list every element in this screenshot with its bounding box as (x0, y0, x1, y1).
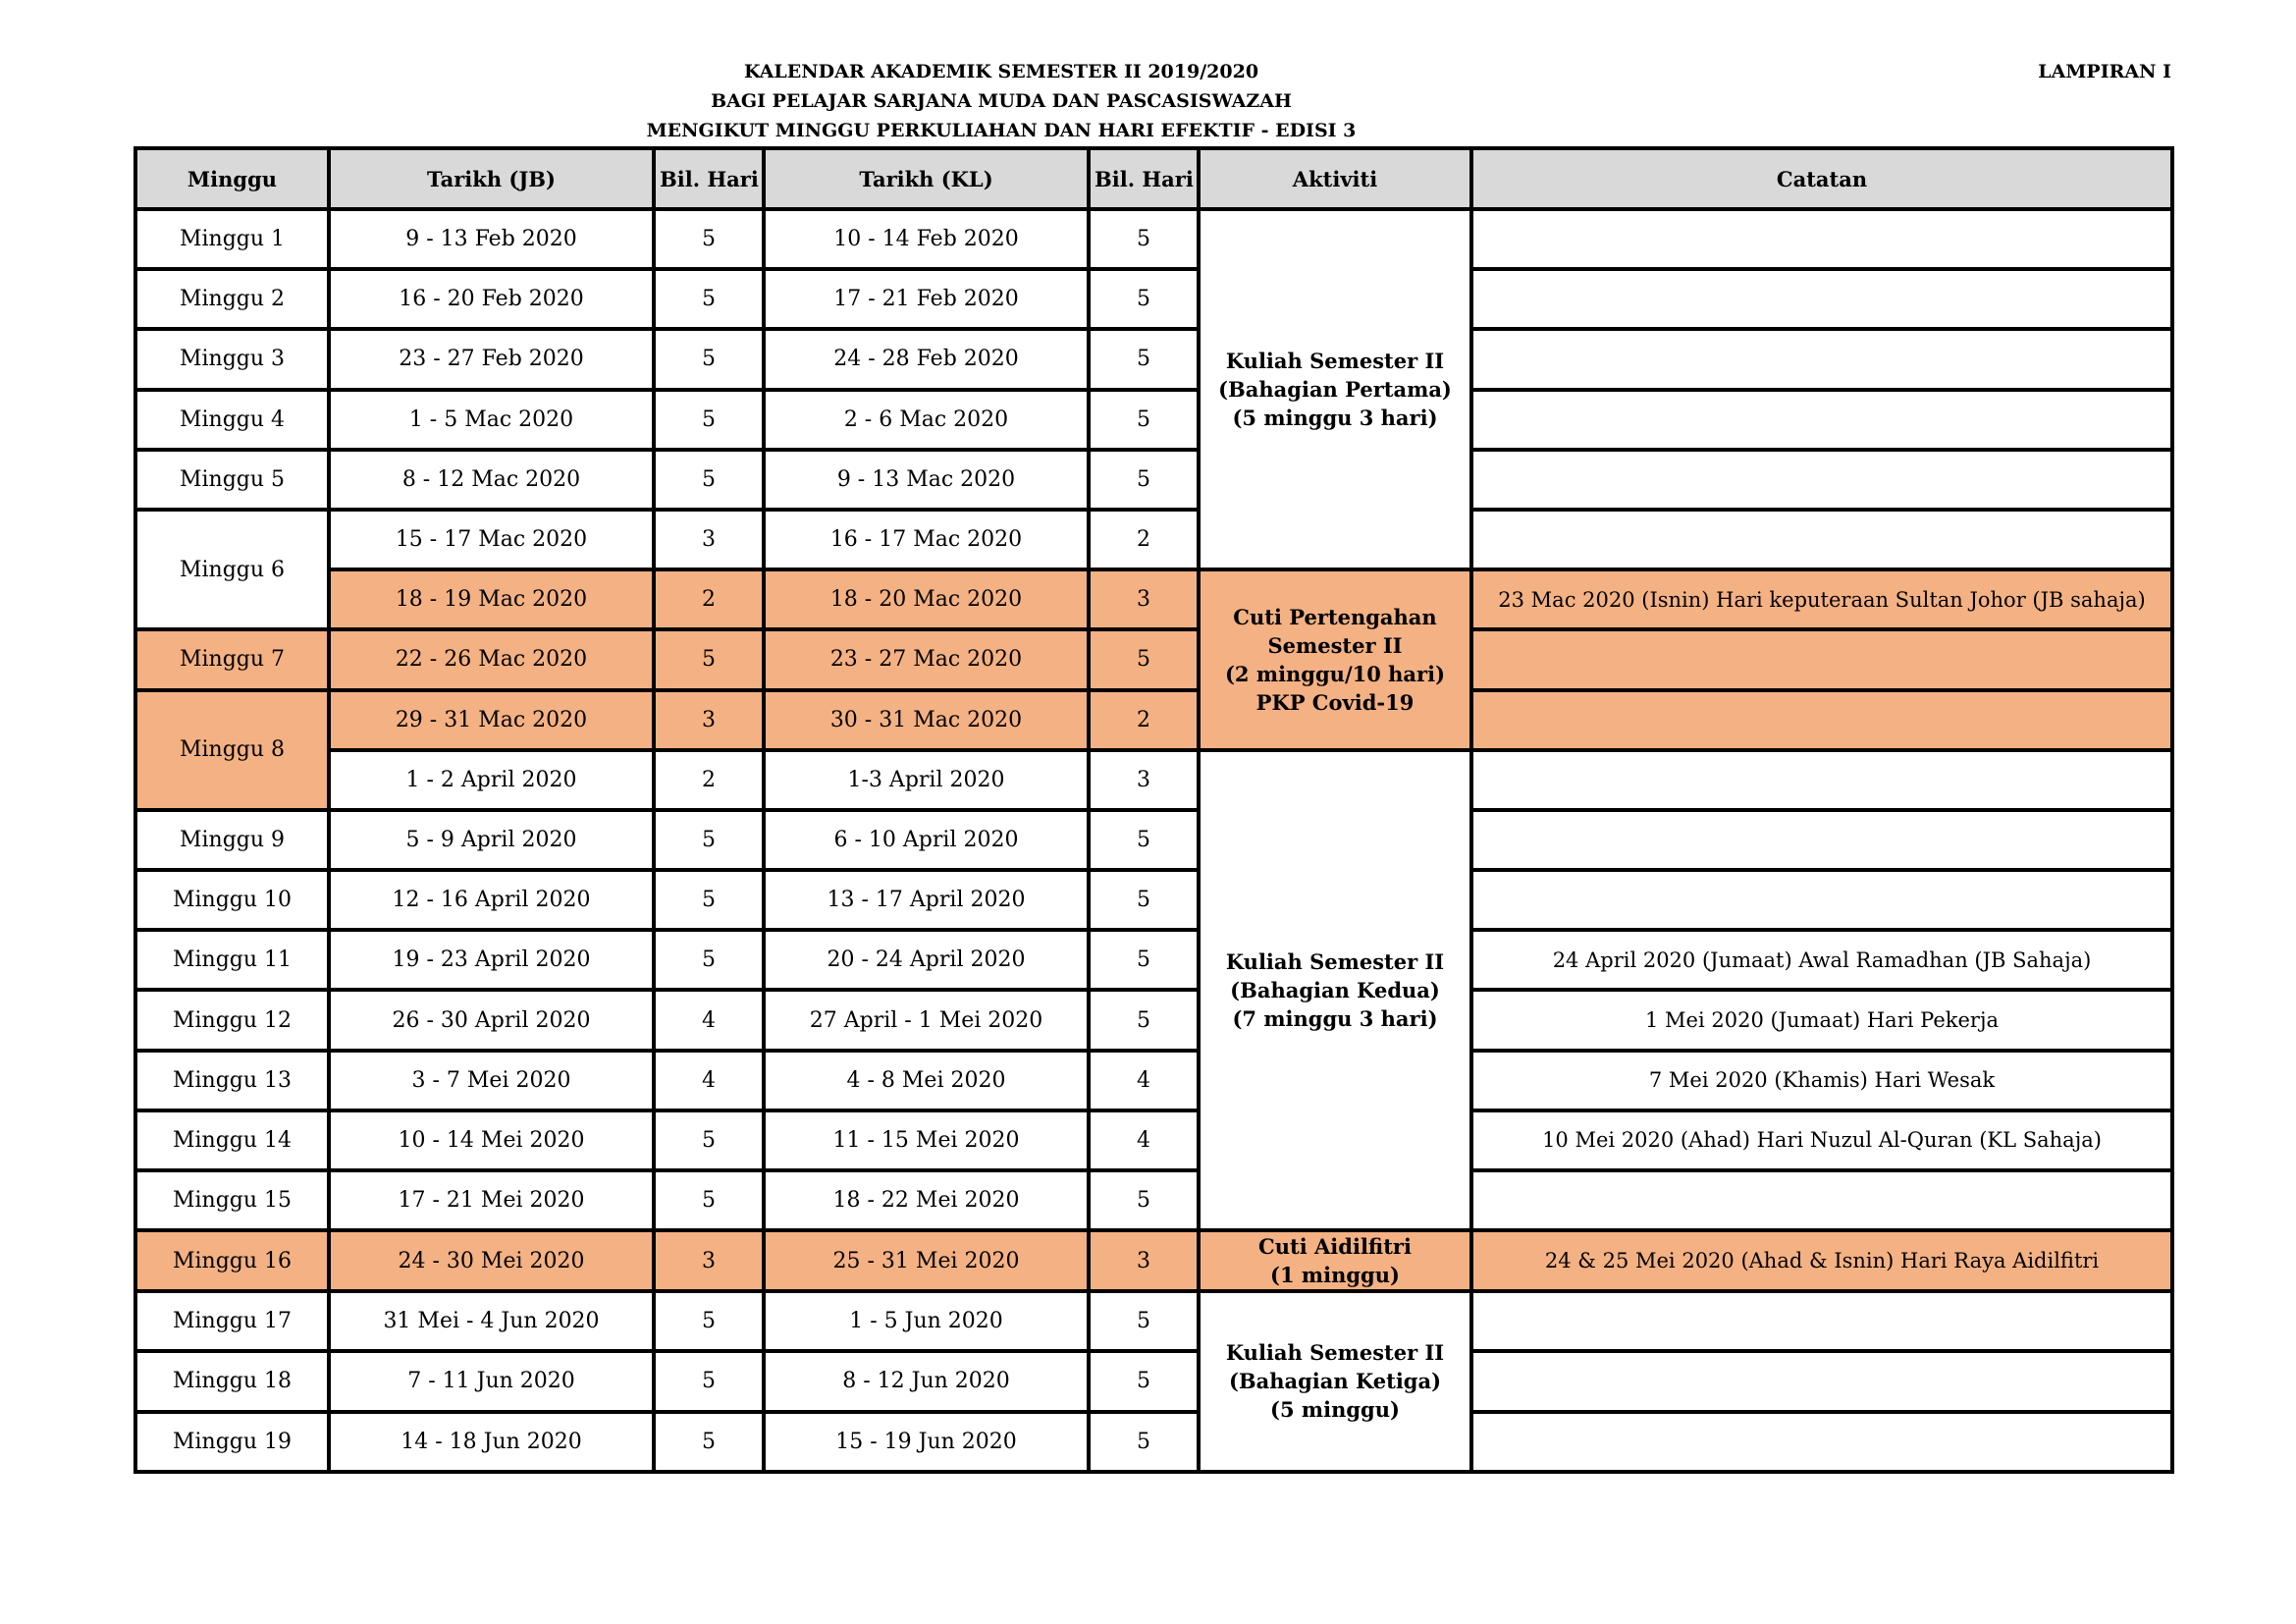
days-kl-cell: 4 (1089, 1051, 1199, 1110)
col-header-aktiviti: Aktiviti (1199, 148, 1471, 209)
date-jb-cell: 16 - 20 Feb 2020 (329, 269, 654, 329)
table-row (135, 930, 2172, 990)
date-jb-cell: 3 - 7 Mei 2020 (329, 1051, 654, 1110)
activity-line: Cuti Aidilfitri (1258, 1234, 1412, 1260)
date-jb-cell: 8 - 12 Mac 2020 (329, 450, 654, 510)
date-kl-cell: 2 - 6 Mac 2020 (764, 390, 1089, 450)
col-header-tarikh-kl: Tarikh (KL) (764, 148, 1089, 209)
date-jb-cell: 12 - 16 April 2020 (329, 870, 654, 930)
activity-line: Semester II (1267, 632, 1403, 658)
days-jb-cell: 5 (654, 329, 764, 389)
days-kl-cell: 5 (1089, 629, 1199, 689)
days-kl-cell: 5 (1089, 209, 1199, 269)
date-kl-cell: 18 - 22 Mei 2020 (764, 1170, 1089, 1230)
title-line-1: KALENDAR AKADEMIK SEMESTER II 2019/2020 (743, 61, 1259, 82)
week-cell: Minggu 15 (135, 1170, 329, 1230)
note-cell (1471, 329, 2172, 389)
date-jb-cell: 17 - 21 Mei 2020 (329, 1170, 654, 1230)
date-jb-cell: 1 - 2 April 2020 (329, 750, 654, 810)
days-kl-cell: 5 (1089, 1351, 1199, 1411)
table-header-row (135, 148, 2172, 209)
days-kl-cell: 5 (1089, 1291, 1199, 1351)
activity-line: (1 minggu) (1270, 1263, 1400, 1288)
week-cell: Minggu 19 (135, 1412, 329, 1472)
col-header-catatan: Catatan (1471, 148, 2172, 209)
table-row (135, 569, 2172, 629)
note-cell (1471, 450, 2172, 510)
date-jb-cell: 14 - 18 Jun 2020 (329, 1412, 654, 1472)
table-row (135, 990, 2172, 1050)
note-cell (1471, 1291, 2172, 1351)
table-row (135, 1291, 2172, 1351)
lampiran-label: LAMPIRAN I (2038, 61, 2171, 82)
date-kl-cell: 20 - 24 April 2020 (764, 930, 1089, 990)
date-kl-cell: 30 - 31 Mac 2020 (764, 690, 1089, 750)
activity-line: (7 minggu 3 hari) (1232, 1005, 1438, 1031)
days-kl-cell: 5 (1089, 810, 1199, 870)
col-header-bil-hari-kl: Bil. Hari (1089, 148, 1199, 209)
week-cell: Minggu 3 (135, 329, 329, 389)
date-kl-cell: 25 - 31 Mei 2020 (764, 1230, 1089, 1291)
date-jb-cell: 15 - 17 Mac 2020 (329, 510, 654, 569)
date-kl-cell: 11 - 15 Mei 2020 (764, 1110, 1089, 1170)
note-cell: 10 Mei 2020 (Ahad) Hari Nuzul Al-Quran (KL Sahaja) (1471, 1110, 2172, 1170)
note-cell (1471, 209, 2172, 269)
days-jb-cell: 5 (654, 390, 764, 450)
date-jb-cell: 24 - 30 Mei 2020 (329, 1230, 654, 1291)
days-kl-cell: 5 (1089, 1170, 1199, 1230)
week-cell: Minggu 4 (135, 390, 329, 450)
date-kl-cell: 24 - 28 Feb 2020 (764, 329, 1089, 389)
title-line-2: BAGI PELAJAR SARJANA MUDA DAN PASCASISWAZAH (711, 90, 1292, 112)
date-jb-cell: 29 - 31 Mac 2020 (329, 690, 654, 750)
note-cell (1471, 750, 2172, 810)
days-kl-cell: 5 (1089, 990, 1199, 1050)
activity-line: PKP Covid-19 (1255, 689, 1415, 715)
days-jb-cell: 5 (654, 930, 764, 990)
table-row (135, 209, 2172, 269)
activity-line: (Bahagian Kedua) (1230, 977, 1440, 1002)
activity-cell-cuti-pertengahan (1199, 569, 1471, 750)
date-kl-cell: 13 - 17 April 2020 (764, 870, 1089, 930)
days-jb-cell: 5 (654, 1412, 764, 1472)
table-row (135, 1351, 2172, 1411)
date-kl-cell: 17 - 21 Feb 2020 (764, 269, 1089, 329)
table-row (135, 1110, 2172, 1170)
date-kl-cell: 8 - 12 Jun 2020 (764, 1351, 1089, 1411)
table-row (135, 1170, 2172, 1230)
document-title (491, 57, 1512, 145)
note-cell (1471, 1412, 2172, 1472)
activity-line: (Bahagian Pertama) (1218, 377, 1452, 403)
col-header-minggu: Minggu (135, 148, 329, 209)
days-kl-cell: 3 (1089, 750, 1199, 810)
note-cell (1471, 510, 2172, 569)
date-kl-cell: 10 - 14 Feb 2020 (764, 209, 1089, 269)
days-jb-cell: 5 (654, 810, 764, 870)
table-row (135, 629, 2172, 689)
days-jb-cell: 5 (654, 629, 764, 689)
week-cell: Minggu 6 (135, 510, 329, 629)
col-header-bil-hari-jb: Bil. Hari (654, 148, 764, 209)
date-kl-cell: 9 - 13 Mac 2020 (764, 450, 1089, 510)
activity-line: Kuliah Semester II (1225, 1340, 1445, 1366)
note-cell (1471, 810, 2172, 870)
week-cell: Minggu 7 (135, 629, 329, 689)
days-kl-cell: 5 (1089, 450, 1199, 510)
note-cell: 24 April 2020 (Jumaat) Awal Ramadhan (JB Sahaja) (1471, 930, 2172, 990)
academic-calendar-table (133, 146, 2174, 1474)
date-jb-cell: 9 - 13 Feb 2020 (329, 209, 654, 269)
date-kl-cell: 23 - 27 Mac 2020 (764, 629, 1089, 689)
table-row (135, 269, 2172, 329)
days-jb-cell: 5 (654, 209, 764, 269)
days-jb-cell: 3 (654, 1230, 764, 1291)
col-header-tarikh-jb: Tarikh (JB) (329, 148, 654, 209)
activity-cell-kuliah-pertama (1199, 209, 1471, 569)
days-kl-cell: 5 (1089, 329, 1199, 389)
days-jb-cell: 5 (654, 1351, 764, 1411)
days-jb-cell: 2 (654, 750, 764, 810)
days-jb-cell: 3 (654, 510, 764, 569)
days-jb-cell: 5 (654, 1110, 764, 1170)
note-cell (1471, 1351, 2172, 1411)
date-jb-cell: 31 Mei - 4 Jun 2020 (329, 1291, 654, 1351)
week-cell: Minggu 9 (135, 810, 329, 870)
week-cell: Minggu 17 (135, 1291, 329, 1351)
table-row (135, 450, 2172, 510)
week-cell: Minggu 14 (135, 1110, 329, 1170)
week-cell: Minggu 16 (135, 1230, 329, 1291)
date-kl-cell: 16 - 17 Mac 2020 (764, 510, 1089, 569)
date-jb-cell: 26 - 30 April 2020 (329, 990, 654, 1050)
activity-cell-kuliah-ketiga (1199, 1291, 1471, 1472)
date-jb-cell: 18 - 19 Mac 2020 (329, 569, 654, 629)
date-kl-cell: 6 - 10 April 2020 (764, 810, 1089, 870)
days-jb-cell: 5 (654, 870, 764, 930)
week-cell: Minggu 11 (135, 930, 329, 990)
activity-line: (5 minggu) (1270, 1397, 1400, 1423)
days-jb-cell: 4 (654, 1051, 764, 1110)
days-jb-cell: 5 (654, 450, 764, 510)
days-jb-cell: 5 (654, 1170, 764, 1230)
activity-line: (2 minggu/10 hari) (1224, 661, 1446, 686)
date-jb-cell: 7 - 11 Jun 2020 (329, 1351, 654, 1411)
days-jb-cell: 2 (654, 569, 764, 629)
note-cell (1471, 1170, 2172, 1230)
days-kl-cell: 3 (1089, 1230, 1199, 1291)
week-cell: Minggu 13 (135, 1051, 329, 1110)
date-kl-cell: 1-3 April 2020 (764, 750, 1089, 810)
days-jb-cell: 3 (654, 690, 764, 750)
date-jb-cell: 23 - 27 Feb 2020 (329, 329, 654, 389)
table-row (135, 870, 2172, 930)
table-row (135, 510, 2172, 569)
date-kl-cell: 27 April - 1 Mei 2020 (764, 990, 1089, 1050)
days-kl-cell: 5 (1089, 1412, 1199, 1472)
table-row (135, 390, 2172, 450)
date-kl-cell: 4 - 8 Mei 2020 (764, 1051, 1089, 1110)
activity-line: (Bahagian Ketiga) (1228, 1369, 1442, 1394)
note-cell (1471, 390, 2172, 450)
note-cell (1471, 870, 2172, 930)
days-jb-cell: 5 (654, 269, 764, 329)
activity-cell-kuliah-kedua (1199, 750, 1471, 1231)
activity-line: Kuliah Semester II (1225, 349, 1445, 374)
date-kl-cell: 1 - 5 Jun 2020 (764, 1291, 1089, 1351)
note-cell (1471, 690, 2172, 750)
date-kl-cell: 18 - 20 Mac 2020 (764, 569, 1089, 629)
days-kl-cell: 2 (1089, 690, 1199, 750)
week-cell: Minggu 2 (135, 269, 329, 329)
week-cell: Minggu 8 (135, 690, 329, 810)
date-jb-cell: 22 - 26 Mac 2020 (329, 629, 654, 689)
date-jb-cell: 10 - 14 Mei 2020 (329, 1110, 654, 1170)
days-jb-cell: 5 (654, 1291, 764, 1351)
week-cell: Minggu 18 (135, 1351, 329, 1411)
note-cell: 7 Mei 2020 (Khamis) Hari Wesak (1471, 1051, 2172, 1110)
activity-line: Kuliah Semester II (1225, 948, 1445, 974)
table-row (135, 690, 2172, 750)
days-kl-cell: 5 (1089, 390, 1199, 450)
note-cell (1471, 269, 2172, 329)
date-jb-cell: 19 - 23 April 2020 (329, 930, 654, 990)
activity-cell-cuti-aidilfitri (1199, 1230, 1471, 1291)
note-cell: 1 Mei 2020 (Jumaat) Hari Pekerja (1471, 990, 2172, 1050)
days-kl-cell: 5 (1089, 269, 1199, 329)
activity-line: Cuti Pertengahan (1233, 604, 1437, 629)
days-kl-cell: 2 (1089, 510, 1199, 569)
week-cell: Minggu 12 (135, 990, 329, 1050)
week-cell: Minggu 5 (135, 450, 329, 510)
note-cell: 23 Mac 2020 (Isnin) Hari keputeraan Sultan Johor (JB sahaja) (1471, 569, 2172, 629)
days-kl-cell: 3 (1089, 569, 1199, 629)
table-row (135, 1051, 2172, 1110)
date-kl-cell: 15 - 19 Jun 2020 (764, 1412, 1089, 1472)
table-row (135, 1230, 2172, 1291)
activity-line: (5 minggu 3 hari) (1232, 406, 1438, 431)
table-row (135, 1412, 2172, 1472)
days-jb-cell: 4 (654, 990, 764, 1050)
days-kl-cell: 4 (1089, 1110, 1199, 1170)
days-kl-cell: 5 (1089, 870, 1199, 930)
date-jb-cell: 1 - 5 Mac 2020 (329, 390, 654, 450)
date-jb-cell: 5 - 9 April 2020 (329, 810, 654, 870)
note-cell: 24 & 25 Mei 2020 (Ahad & Isnin) Hari Raya Aidilfitri (1471, 1230, 2172, 1291)
table-row (135, 750, 2172, 810)
table-row (135, 329, 2172, 389)
table-row (135, 810, 2172, 870)
note-cell (1471, 629, 2172, 689)
title-line-3: MENGIKUT MINGGU PERKULIAHAN DAN HARI EFEKTIF - EDISI 3 (646, 120, 1357, 141)
week-cell: Minggu 10 (135, 870, 329, 930)
week-cell: Minggu 1 (135, 209, 329, 269)
days-kl-cell: 5 (1089, 930, 1199, 990)
